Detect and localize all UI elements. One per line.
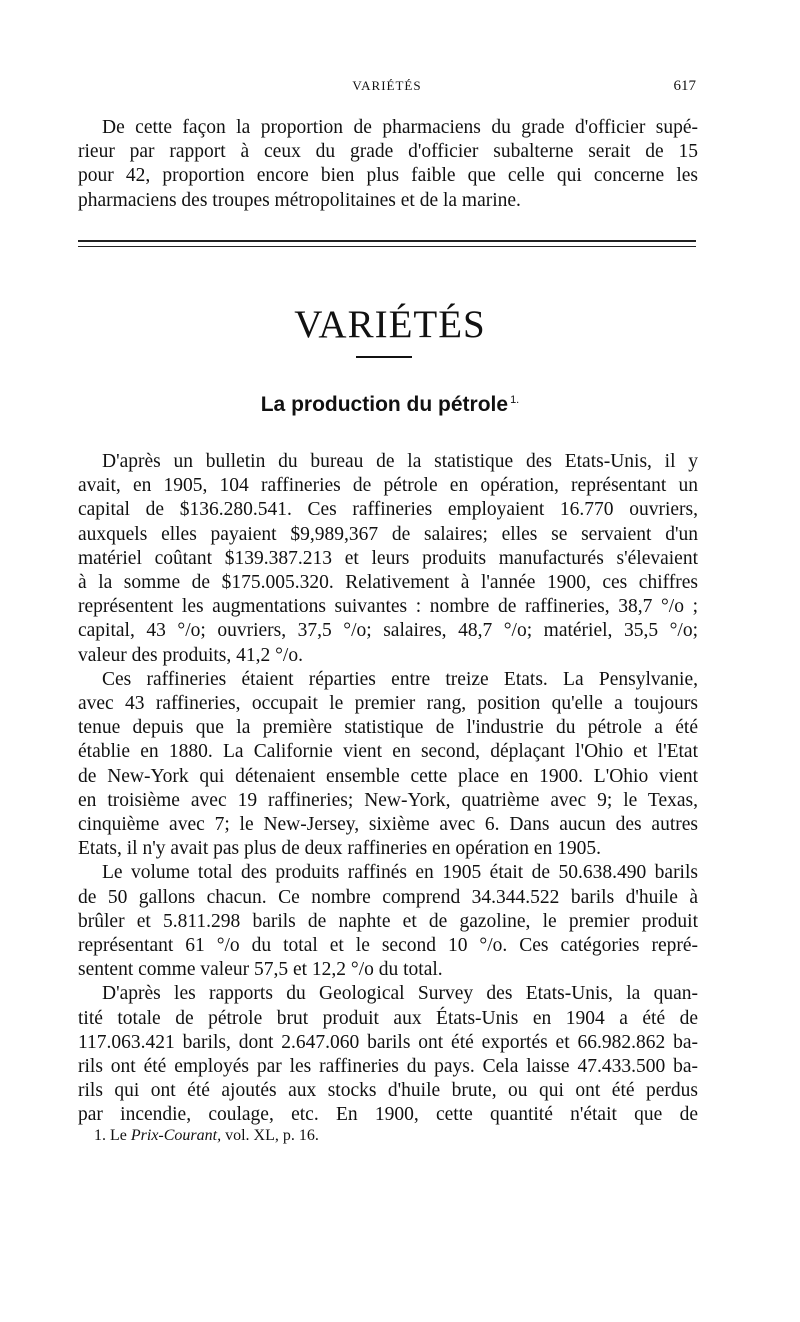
- title-rule: [356, 356, 412, 358]
- article-body: [78, 450, 698, 1128]
- text-line: Etats, il n'y avait pas plus de deux raffineries en opération en 1905.: [78, 838, 602, 860]
- section-divider: [78, 246, 696, 247]
- footnote-ref: 1.: [510, 394, 520, 406]
- text-line: 117.063.421 barils, dont 2.647.060 barils ont été exportés et 66.982.862 ba-: [78, 1031, 698, 1053]
- text-line: tenue depuis que la première statistique de l'industrie du pétrole a été: [78, 717, 698, 739]
- text-line: cinquième avec 7; le New-Jersey, sixième avec 6. Dans aucun des autres: [78, 814, 698, 836]
- text-line: par incendie, coulage, etc. En 1900, cette quantité n'était que de: [78, 1104, 698, 1126]
- text-line: avait, en 1905, 104 raffineries de pétrole en opération, représentant un: [78, 475, 698, 497]
- text-line: rils ont été employés par les raffineries du pays. Cela laisse 47.433.500 ba-: [78, 1056, 698, 1078]
- text-line: rieur par rapport à ceux du grade d'officier subalterne serait de 15: [78, 141, 698, 163]
- text-line: D'après les rapports du Geological Survey des Etats-Unis, la quan-: [102, 983, 698, 1005]
- text-line: valeur des produits, 41,2 °/o.: [78, 644, 303, 666]
- intro-paragraph: [78, 116, 698, 213]
- text-line: représentant 61 °/o du total et le second 10 °/o. Ces catégories repré-: [78, 935, 698, 957]
- running-title: VARIÉTÉS: [352, 78, 422, 93]
- text-line: tité totale de pétrole brut produit aux États-Unis en 1904 a été de: [78, 1007, 698, 1029]
- footnote-source: Prix-Courant,: [130, 1127, 222, 1144]
- text-line: D'après un bulletin du bureau de la statistique des Etats-Unis, il y: [102, 451, 698, 472]
- section-divider: [78, 240, 696, 242]
- text-line: établie en 1880. La Californie vient en second, déplaçant l'Ohio et l'Etat: [78, 741, 698, 763]
- text-line: avec 43 raffineries, occupait le premier rang, position qu'elle a toujours: [78, 693, 698, 715]
- running-head: [78, 78, 696, 100]
- text-line: à la somme de $175.005.320. Relativement à l'année 1900, ces chiffres: [78, 572, 698, 594]
- text-line: de 50 gallons chacun. Ce nombre comprend 34.344.522 barils d'huile à: [78, 886, 698, 908]
- footnote-detail: vol. XL, p. 16.: [225, 1127, 319, 1144]
- article-title: [0, 393, 780, 417]
- text-line: en troisième avec 19 raffineries; New-York, quatrième avec 9; le Texas,: [78, 789, 698, 811]
- text-line: Le volume total des produits raffinés en 1905 était de 50.638.490 barils: [102, 862, 698, 884]
- text-line: capital de $136.280.541. Ces raffineries employaient 16.770 ouvriers,: [78, 499, 698, 521]
- text-line: rils qui ont été ajoutés aux stocks d'huile brute, ou qui ont été perdus: [78, 1080, 698, 1102]
- text-line: capital, 43 °/o; ouvriers, 37,5 °/o; salaires, 48,7 °/o; matériel, 35,5 °/o;: [78, 620, 698, 642]
- text-line: sentent comme valeur 57,5 et 12,2 °/o du total.: [78, 959, 443, 981]
- text-line: représentent les augmentations suivantes : nombre de raffineries, 38,7 °/o ;: [78, 596, 698, 618]
- text-line: de New-York qui détenaient ensemble cette place en 1900. L'Ohio vient: [78, 765, 698, 787]
- footnote-prefix: Le: [110, 1127, 127, 1144]
- text-line: pharmaciens des troupes métropolitaines et de la marine.: [78, 189, 521, 211]
- article-title-text: La production du pétrole: [260, 393, 509, 416]
- text-line: brûler et 5.811.298 barils de naphte et de gazoline, le premier produit: [78, 910, 698, 932]
- text-line: auxquels elles payaient $9,989,367 de salaires; elles se servaient d'un: [78, 523, 698, 545]
- section-title: VARIÉTÉS: [294, 303, 486, 346]
- text-line: De cette façon la proportion de pharmaciens du grade d'officier supé-: [102, 117, 698, 138]
- footnote-number: 1.: [94, 1127, 106, 1144]
- text-line: Ces raffineries étaient réparties entre treize Etats. La Pensylvanie,: [102, 668, 698, 690]
- text-line: matériel coûtant $139.387.213 et leurs produits manufacturés s'élevaient: [78, 547, 698, 569]
- footnote: [94, 1127, 319, 1145]
- text-line: pour 42, proportion encore bien plus faible que celle qui concerne les: [78, 165, 698, 187]
- page-number: 617: [673, 78, 696, 94]
